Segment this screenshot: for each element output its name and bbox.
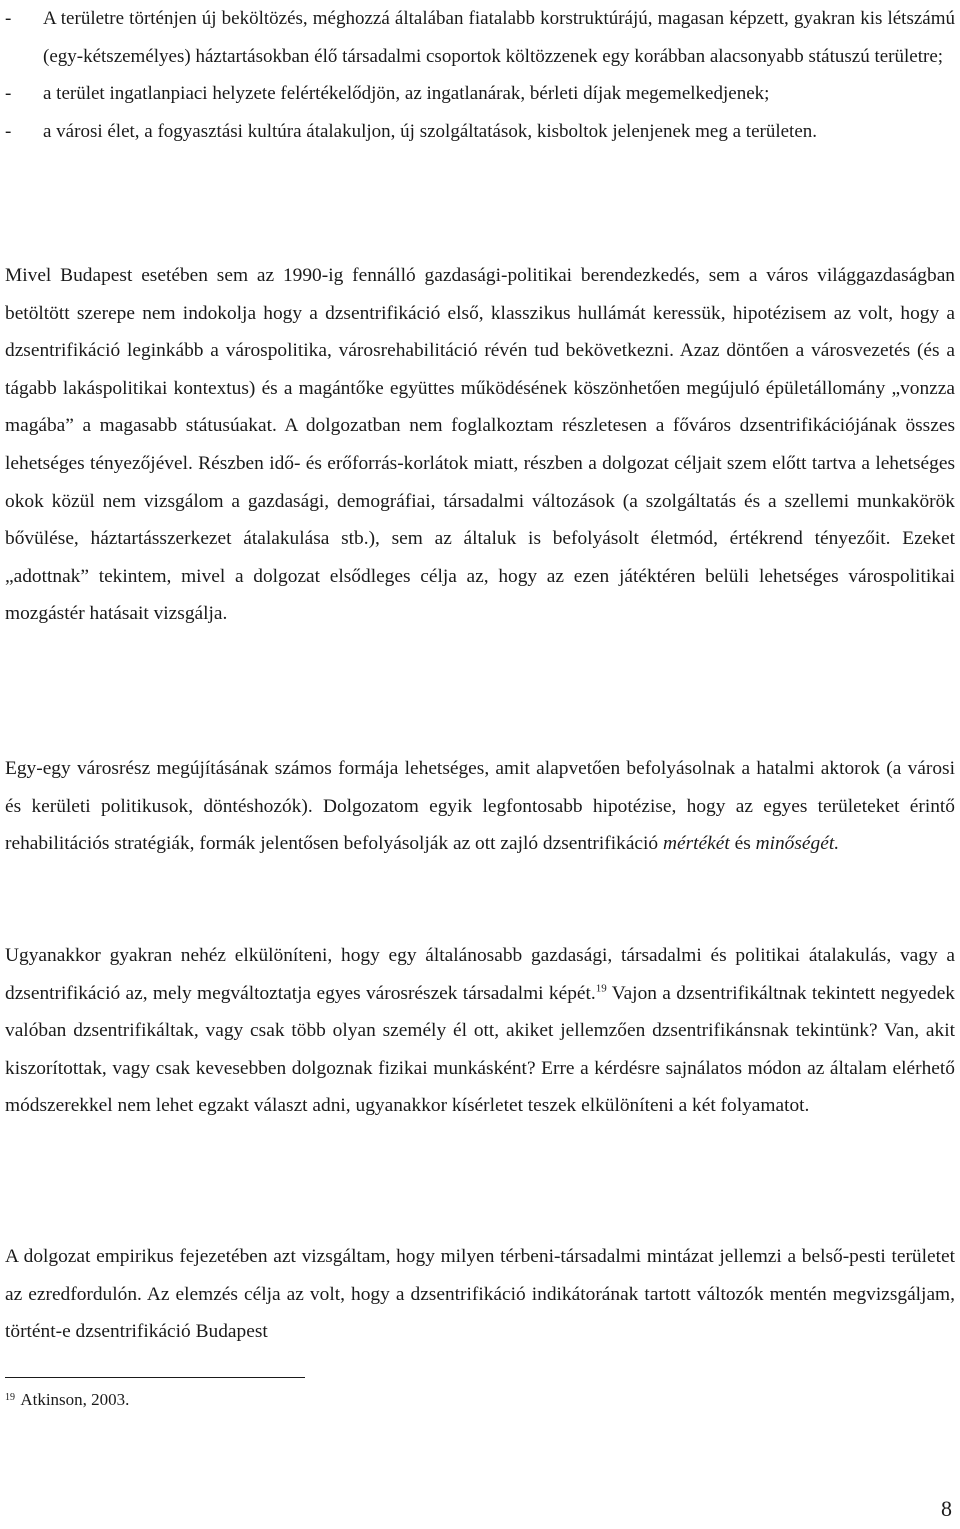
body-paragraph: A dolgozat empirikus fejezetében azt vizsgáltam, hogy milyen térbeni-társadalmi mintázat jellemzi a belső-pesti területet az ezredfordulón. Az elemzés célja az volt, hogy a dzsentrifikáció indikátorának tartott változók mentén megvizsgáljam, történt-e dzsentrifikáció Budapest [5, 1246, 955, 1343]
paragraph-text: és [729, 833, 756, 855]
list-dash: - [5, 83, 12, 104]
list-item [5, 0, 955, 75]
paragraph-text: Vajon a dzsentrifikáltnak tekintett negyedek valóban dzsentrifikáltak, vagy csak több olyan személy él ott, akiket jellemzően dzsentrifikánsnak tekintünk? Van, akit kiszorítottak, vagy csak kevesebben dolgoznak fizikai munkásként? Erre a kérdésre sajnálatos módon az általam elérhető módszerekkel nem lehet egzakt választ adni, ugyanakkor kísérletet teszek elkülöníteni a két folyamatot. [5, 982, 956, 1117]
list-dash: - [5, 120, 12, 142]
footnote-text: Atkinson, 2003. [20, 1390, 130, 1409]
list-item [5, 75, 955, 113]
footnote-number: 19 [5, 1392, 15, 1403]
emphasis-text: minőségét. [755, 833, 840, 855]
list-item-text: a városi élet, a fogyasztási kultúra átalakuljon, új szolgáltatások, kisboltok jelenjenek meg a területen. [43, 120, 817, 142]
page-number: 8 [941, 1496, 952, 1521]
footnote-reference[interactable]: 19 [595, 982, 607, 995]
criteria-list [5, 0, 955, 150]
paragraph-text: Egy-egy városrész megújításának számos formája lehetséges, amit alapvetően befolyásolnak a hatalmi aktorok (a városi és kerületi politikusok, döntéshozók). Dolgozatom egyik legfontosabb hipotézise, hogy az egyes területeket érintő rehabilitációs stratégiák, formák jelentősen befolyásolják az ott zajló dzsentrifikáció [5, 758, 955, 855]
list-item [5, 113, 955, 151]
emphasis-text: mértékét [662, 833, 730, 855]
list-item-text: a terület ingatlanpiaci helyzete felértékelődjön, az ingatlanárak, bérleti díjak megemelkedjenek; [43, 83, 770, 104]
body-paragraph [5, 750, 955, 863]
body-paragraph [5, 937, 955, 1125]
list-item-text: A területre történjen új beköltözés, méghozzá általában fiatalabb korstruktúrájú, magasan képzett, gyakran kis létszámú (egy-kétszemélyes) háztartásokban élő társadalmi csoportok költözzenek egy korábban alacsonyabb státuszú területre; [43, 8, 955, 67]
footnote-separator [5, 1377, 305, 1378]
footnote [5, 1389, 129, 1411]
body-paragraph: Mivel Budapest esetében sem az 1990-ig fennálló gazdasági-politikai berendezkedés, sem a város világgazdaságban betöltött szerepe nem indokolja hogy a dzsentrifikáció első, klasszikus hullámát keressük, hipotézisem az volt, hogy a dzsentrifikáció leginkább a várospolitika, városrehabilitáció révén tud bekövetkezni. Azaz döntően a városvezetés (és a tágabb lakáspolitikai kontextus) és a magántőke együttes működésének köszönhetően megújuló épületállomány „vonzza magába” a magasabb státusúakat. A dolgozatban nem foglalkoztam részletesen a főváros dzsentrifikációjának összes lehetséges tényezőjével. Részben idő- és erőforrás-korlátok miatt, részben a dolgozat céljait szem előtt tartva a lehetséges okok közül nem vizsgálom a gazdasági, demográfiai, társadalmi változások (a szolgáltatás és a szellemi munkakörök bővülése, háztartásszerkezet átalakulása stb.), sem az általuk is befolyásolt életmód, értékrend tényezőit. Ezeket „adottnak” tekintem, mivel a dolgozat elsődleges célja az, hogy az ezen játéktéren belüli lehetséges várospolitikai mozgástér hatásait vizsgálja. [5, 265, 955, 625]
paragraph-text: Ugyanakkor gyakran nehéz elkülöníteni, hogy egy általánosabb gazdasági, társadalmi és politikai átalakulás, vagy a dzsentrifikáció az, mely megváltoztatja egyes városrészek társadalmi képét. [5, 945, 955, 1004]
list-dash: - [5, 8, 12, 29]
